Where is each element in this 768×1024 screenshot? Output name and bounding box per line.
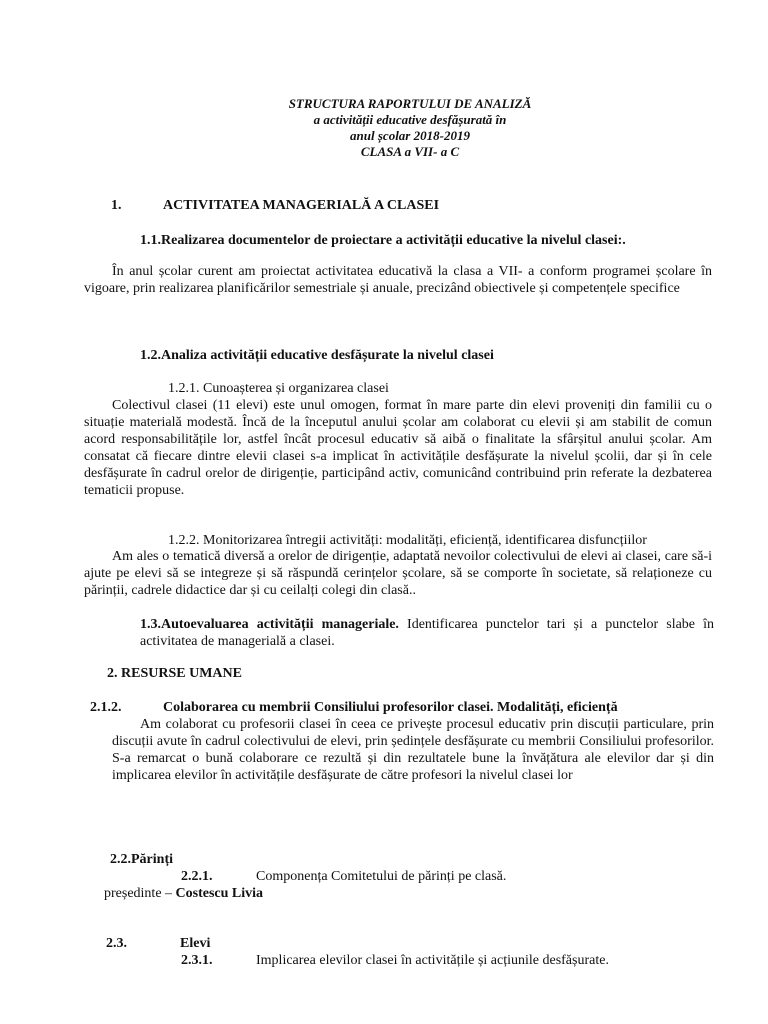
- title-line-4: CLASA a VII- a C: [360, 144, 460, 159]
- section-1-number: 1.: [111, 198, 122, 213]
- president-line: [104, 885, 263, 902]
- title-line-2: a activității educative desfășurată în: [313, 112, 507, 127]
- president-name: Costescu Livia: [175, 886, 264, 901]
- title-line-1: STRUCTURA RAPORTULUI DE ANALIZĂ: [288, 96, 532, 111]
- subsection-1-1-text: În anul școlar curent am proiectat activitatea educativă la clasa a VII- a conform programei școlare în vigoare, prin realizarea planificărilor semestriale și anuale, precizând obiectivele și competențele specifice: [84, 264, 712, 296]
- president-label: președinte –: [104, 886, 176, 901]
- subsection-1-2-2-text: Am ales o tematică diversă a orelor de dirigenție, adaptată nevoilor colectivului de elevi ai clasei, care să-i ajute pe elevi să se integreze și să răspundă cerințelor școlare, să se comporte în societate, să relaționeze cu părinții, cadrele didactice dar și cu ceilalți colegi din clasă..: [84, 549, 712, 598]
- subsection-2-3-heading: Elevi: [180, 936, 211, 951]
- subsection-1-2-2-heading: 1.2.2. Monitorizarea întregii activități: modalități, eficiență, identificarea disfuncțiilor: [168, 533, 647, 548]
- subsection-2-1-2-heading: Colaborarea cu membrii Consiliului profesorilor clasei. Modalități, eficiență: [163, 700, 618, 715]
- subsection-1-3-heading: 1.3.Autoevaluarea activității manageriale.: [140, 617, 399, 632]
- subsection-1-3-text: Identificarea punctelor tari și a punctelor slabe în activitatea de managerială a clasei.: [140, 617, 714, 649]
- section-1-heading: ACTIVITATEA MANAGERIALĂ A CLASEI: [163, 198, 440, 213]
- subsection-1-3: [140, 616, 714, 650]
- section-2-heading: 2. RESURSE UMANE: [107, 666, 242, 681]
- title-block: [0, 96, 768, 160]
- subsection-1-2-heading: 1.2.Analiza activității educative desfășurate la nivelul clasei: [140, 348, 494, 363]
- subsection-2-3-1-text: Implicarea elevilor clasei în activitățile și acțiunile desfășurate.: [256, 953, 609, 968]
- subsection-2-1-2-number: 2.1.2.: [90, 700, 122, 715]
- subsection-1-2-1-heading: 1.2.1. Cunoașterea și organizarea clasei: [168, 381, 389, 396]
- title-line-3: anul școlar 2018-2019: [350, 128, 470, 143]
- subsection-1-1-heading: 1.1.Realizarea documentelor de proiectare a activității educative la nivelul clasei:.: [140, 233, 626, 248]
- subsection-2-3-1-number: 2.3.1.: [181, 953, 213, 968]
- subsection-2-3-number: 2.3.: [106, 936, 127, 951]
- subsection-2-1-2-text: Am colaborat cu profesorii clasei în ceea ce privește procesul educativ prin discuții particulare, prin discuții avute în cadrul colectivului de elevi, prin ședințele desfășurate cu membrii Consiliului profesorilor. S-a remarcat o bună colaborare ce rezultă și din rezultatele bune la învățătura ale elevilor dar și din implicarea elevilor în activitățile desfășurate de către profesori la nivelul clasei lor: [112, 717, 714, 783]
- subsection-1-2-1-text: Colectivul clasei (11 elevi) este unul omogen, format în mare parte din elevi proveniți din familii cu o situație materială modestă. Încă de la începutul anului școlar am colaborat cu elevii și am stabilit de comun acord responsabilitățile lor, astfel încât procesul educativ să aibă o finalitate la sfârșitul anului școlar. Am consatat că fiecare dintre elevii clasei s-a implicat în activitățile desfășurate la nivelul școlii, dar și în cele desfășurate în cadrul orelor de dirigenție, participând activ, comunicând contribuind prin referate la dezbaterea tematicii propuse.: [84, 398, 712, 498]
- subsection-2-2-heading: 2.2.Părinți: [110, 852, 173, 867]
- subsection-2-2-1-number: 2.2.1.: [181, 869, 213, 884]
- subsection-2-2-1-text: Componența Comitetului de părinți pe clasă.: [256, 869, 507, 884]
